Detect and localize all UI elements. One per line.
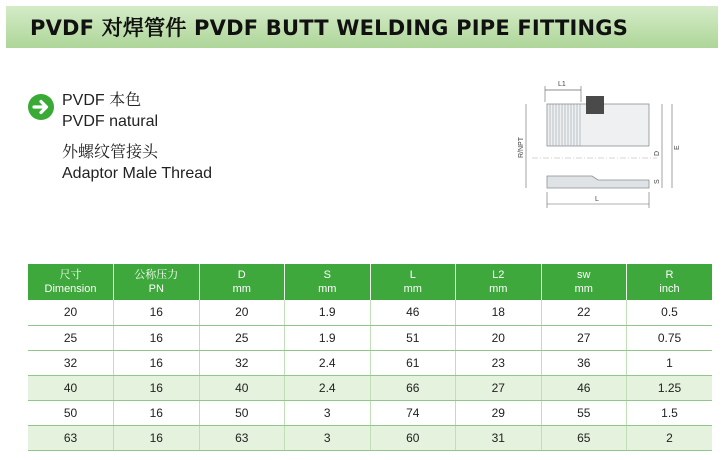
cell-sw: 55 — [541, 400, 627, 425]
cell-d: 63 — [199, 425, 285, 450]
cell-r: 1 — [627, 350, 713, 375]
cell-s: 2.4 — [285, 350, 371, 375]
cell-l: 61 — [370, 350, 456, 375]
arrow-right-circle-icon — [28, 94, 54, 120]
column-header-r: R inch — [627, 264, 713, 300]
cell-l2: 31 — [456, 425, 542, 450]
cell-l2: 18 — [456, 300, 542, 325]
cell-l: 66 — [370, 375, 456, 400]
cell-l2: 20 — [456, 325, 542, 350]
cell-dimension: 25 — [28, 325, 114, 350]
cell-d: 40 — [199, 375, 285, 400]
cell-s: 1.9 — [285, 300, 371, 325]
table-row — [28, 300, 712, 325]
cell-l2: 23 — [456, 350, 542, 375]
cell-sw: 65 — [541, 425, 627, 450]
cell-r: 2 — [627, 425, 713, 450]
cell-sw: 27 — [541, 325, 627, 350]
cell-l: 46 — [370, 300, 456, 325]
title-banner — [6, 6, 718, 48]
cell-s: 1.9 — [285, 325, 371, 350]
column-header-s: S mm — [285, 264, 371, 300]
cell-s: 2.4 — [285, 375, 371, 400]
cell-r: 1.25 — [627, 375, 713, 400]
cell-l: 51 — [370, 325, 456, 350]
cell-l2: 27 — [456, 375, 542, 400]
cell-r: 0.5 — [627, 300, 713, 325]
cell-dimension: 40 — [28, 375, 114, 400]
cell-pn: 16 — [114, 375, 200, 400]
material-cn: PVDF 本色 — [62, 92, 142, 109]
cell-pn: 16 — [114, 350, 200, 375]
cell-s: 3 — [285, 425, 371, 450]
cell-sw: 22 — [541, 300, 627, 325]
cell-dimension: 50 — [28, 400, 114, 425]
cell-s: 3 — [285, 400, 371, 425]
material-en: PVDF natural — [62, 113, 159, 130]
cell-dimension: 32 — [28, 350, 114, 375]
cell-sw: 36 — [541, 350, 627, 375]
column-header-dimension: 尺寸 Dimension — [28, 264, 114, 300]
cell-pn: 16 — [114, 425, 200, 450]
cell-d: 20 — [199, 300, 285, 325]
cell-d: 50 — [199, 400, 285, 425]
column-header-pn: 公称压力 PN — [114, 264, 200, 300]
column-header-sw: sw mm — [541, 264, 627, 300]
cell-l2: 29 — [456, 400, 542, 425]
label-l: L — [595, 196, 599, 203]
cell-r: 0.75 — [627, 325, 713, 350]
column-header-l: L mm — [370, 264, 456, 300]
cell-pn: 16 — [114, 400, 200, 425]
table-row — [28, 425, 712, 450]
cell-dimension: 63 — [28, 425, 114, 450]
table-row — [28, 350, 712, 375]
label-r-npt: R/NPT — [518, 137, 525, 158]
cell-sw: 46 — [541, 375, 627, 400]
table-row — [28, 400, 712, 425]
label-l1: L1 — [558, 81, 566, 88]
cell-d: 25 — [199, 325, 285, 350]
cell-dimension: 20 — [28, 300, 114, 325]
cell-d: 32 — [199, 350, 285, 375]
cell-l: 60 — [370, 425, 456, 450]
technical-drawing — [512, 80, 692, 215]
column-header-l2: L2 mm — [456, 264, 542, 300]
table-row — [28, 325, 712, 350]
label-s: S — [654, 179, 661, 184]
label-d: D — [654, 150, 661, 156]
product-name-en: Adaptor Male Thread — [62, 165, 213, 182]
column-header-d: D mm — [199, 264, 285, 300]
cell-pn: 16 — [114, 300, 200, 325]
table-row — [28, 375, 712, 400]
label-e: E — [674, 145, 681, 150]
cell-l: 74 — [370, 400, 456, 425]
table-header-row — [28, 264, 712, 300]
cell-pn: 16 — [114, 325, 200, 350]
spec-table — [28, 264, 712, 451]
cell-r: 1.5 — [627, 400, 713, 425]
page-title: PVDF 对焊管件 PVDF BUTT WELDING PIPE FITTINGS — [30, 16, 629, 40]
product-name-cn: 外螺纹管接头 — [62, 144, 159, 161]
